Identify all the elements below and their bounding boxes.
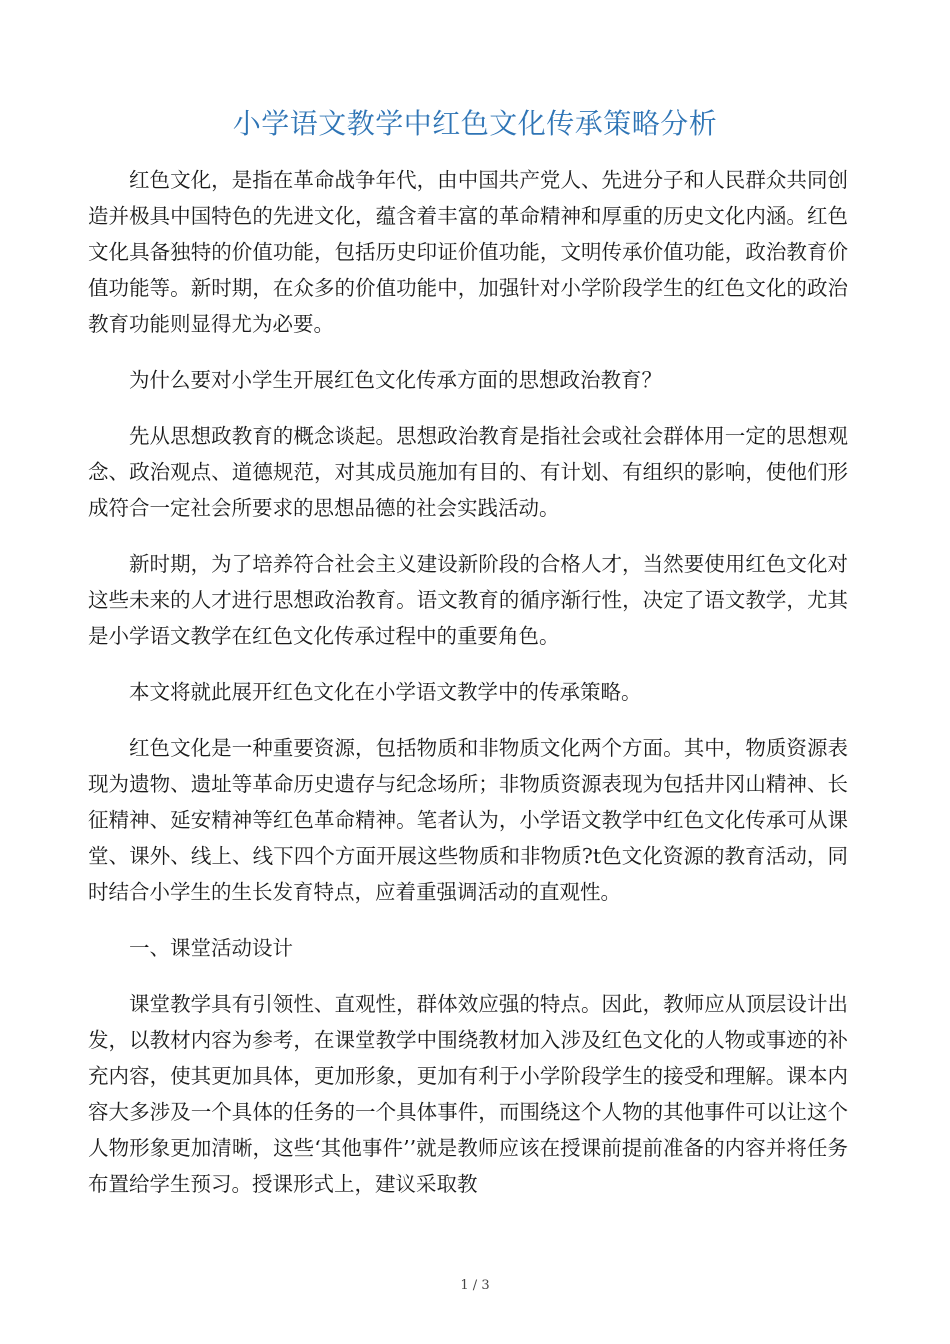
paragraph-new-era: 新时期，为了培养符合社会主义建设新阶段的合格人才，当然要使用红色文化对这些未来的人才进行思想政治教育。语文教育的循序渐行性，决定了语文教学，尤其是小学语文教学在红色文化传承过程中的重要角色。 (88, 552, 848, 648)
paragraph-resources: 红色文化是一种重要资源，包括物质和非物质文化两个方面。其中，物质资源表现为遗物、遗址等革命历史遗存与纪念场所；非物质资源表现为包括井冈山精神、长征精神、延安精神等红色革命精神。笔者认为，小学语文教学中红色文化传承可从课堂、课外、线上、线下四个方面开展这些物质和非物质?t色文化资源的教育活动，同时结合小学生的生长发育特点，应着重强调活动的直观性。 (88, 736, 848, 904)
paragraph-purpose: 本文将就此展开红色文化在小学语文教学中的传承策略。 (129, 680, 642, 704)
paragraph-concept: 先从思想政教育的概念谈起。思想政治教育是指社会或社会群体用一定的思想观念、政治观点、道德规范，对其成员施加有目的、有计划、有组织的影响，使他们形成符合一定社会所要求的思想品德的社会实践活动。 (88, 424, 848, 520)
page-number: 1 / 3 (460, 1278, 490, 1293)
paragraph-question: 为什么要对小学生开展红色文化传承方面的思想政治教育？ (129, 368, 662, 392)
document-body (88, 162, 848, 1222)
document-title: 小学语文教学中红色文化传承策略分析 (232, 107, 718, 140)
paragraph-intro: 红色文化，是指在革命战争年代，由中国共产党人、先进分子和人民群众共同创造并极具中国特色的先进文化，蕴含着丰富的革命精神和厚重的历史文化内涵。红色文化具备独特的价值功能，包括历史印证价值功能，文明传承价值功能，政治教育价值功能等。新时期，在众多的价值功能中，加强针对小学阶段学生的红色文化的政治教育功能则显得尤为必要。 (88, 168, 848, 336)
section-heading-classroom: 一、课堂活动设计 (129, 936, 293, 960)
paragraph-classroom: 课堂教学具有引领性、直观性，群体效应强的特点。因此，教师应从顶层设计出发，以教材内容为参考，在课堂教学中围绕教材加入涉及红色文化的人物或事迹的补充内容，使其更加具体，更加形象，更加有利于小学阶段学生的接受和理解。课本内容大多涉及一个具体的任务的一个具体事件，而围绕这个人物的其他事件可以让这个人物形象更加清晰，这些‘其他事件’’就是教师应该在授课前提前准备的内容并将任务布置给学生预习。授课形式上，建议采取教 (88, 992, 848, 1196)
